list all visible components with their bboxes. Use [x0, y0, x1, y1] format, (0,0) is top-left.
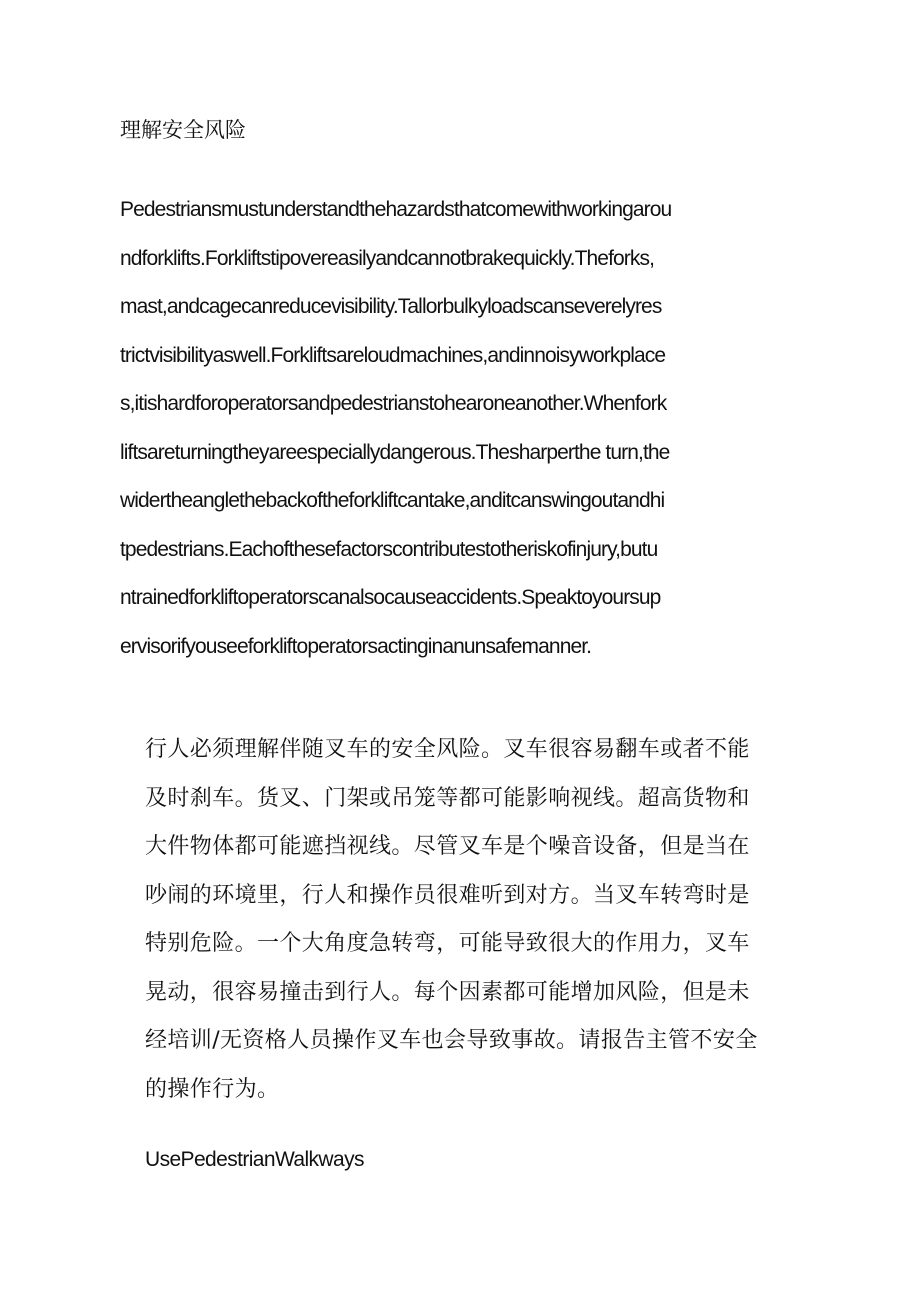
paragraph-line: Pedestriansmustunderstandthehazardsthatcomewithworkingarou — [120, 198, 672, 221]
paragraph-line: mast,andcagecanreducevisibility.Tallorbulkyloadscanseverelyres — [120, 295, 662, 318]
paragraph-line: ervisorifyouseeforkliftoperatorsactinginanunsafemanner. — [120, 634, 592, 658]
paragraph-line: 特别危险。一个大角度急转弯，可能导致很大的作用力，叉车 — [145, 931, 750, 956]
section-title-zh: 理解安全风险 — [120, 118, 246, 142]
paragraph-line: 及时刹车。货叉、门架或吊笼等都可能影响视线。超高货物和 — [145, 785, 750, 811]
chinese-paragraph — [145, 726, 790, 1114]
paragraph-line: 经培训/无资格人员操作叉车也会导致事故。请报告主管不安全 — [145, 1028, 758, 1053]
paragraph-line: 行人必须理解伴随叉车的安全风险。叉车很容易翻车或者不能 — [145, 737, 750, 762]
paragraph-line: trictvisibilityaswell.Forkliftsareloudmachines,andinnoisyworkplace — [120, 343, 666, 367]
section-title-en: UsePedestrianWalkways — [145, 1148, 364, 1171]
paragraph-line: widertheanglethebackoftheforkliftcantake,anditcanswingoutandhi — [120, 489, 665, 512]
paragraph-line: s,itishardforoperatorsandpedestrianstohearoneanother.Whenfork — [120, 392, 667, 415]
english-paragraph — [120, 186, 788, 671]
paragraph-line: tpedestrians.Eachofthesefactorscontributestotheriskofinjury,butu — [120, 537, 658, 561]
paragraph-line: ntrainedforkliftoperatorscanalsocauseaccidents.Speaktoyoursup — [120, 586, 661, 609]
paragraph-line: 大件物体都可能遮挡视线。尽管叉车是个噪音设备，但是当在 — [145, 834, 750, 859]
paragraph-line: liftsareturningtheyareespeciallydangerous.Thesharperthe turn,the — [120, 440, 670, 464]
paragraph-line: ndforklifts.Forkliftstipovereasilyandcannotbrakequickly.Theforks, — [120, 246, 655, 270]
paragraph-line: 晃动，很容易撞击到行人。每个因素都可能增加风险，但是未 — [145, 979, 750, 1005]
paragraph-line: 的操作行为。 — [145, 1076, 280, 1102]
paragraph-line: 吵闹的环境里，行人和操作员很难听到对方。当叉车转弯时是 — [145, 882, 750, 908]
